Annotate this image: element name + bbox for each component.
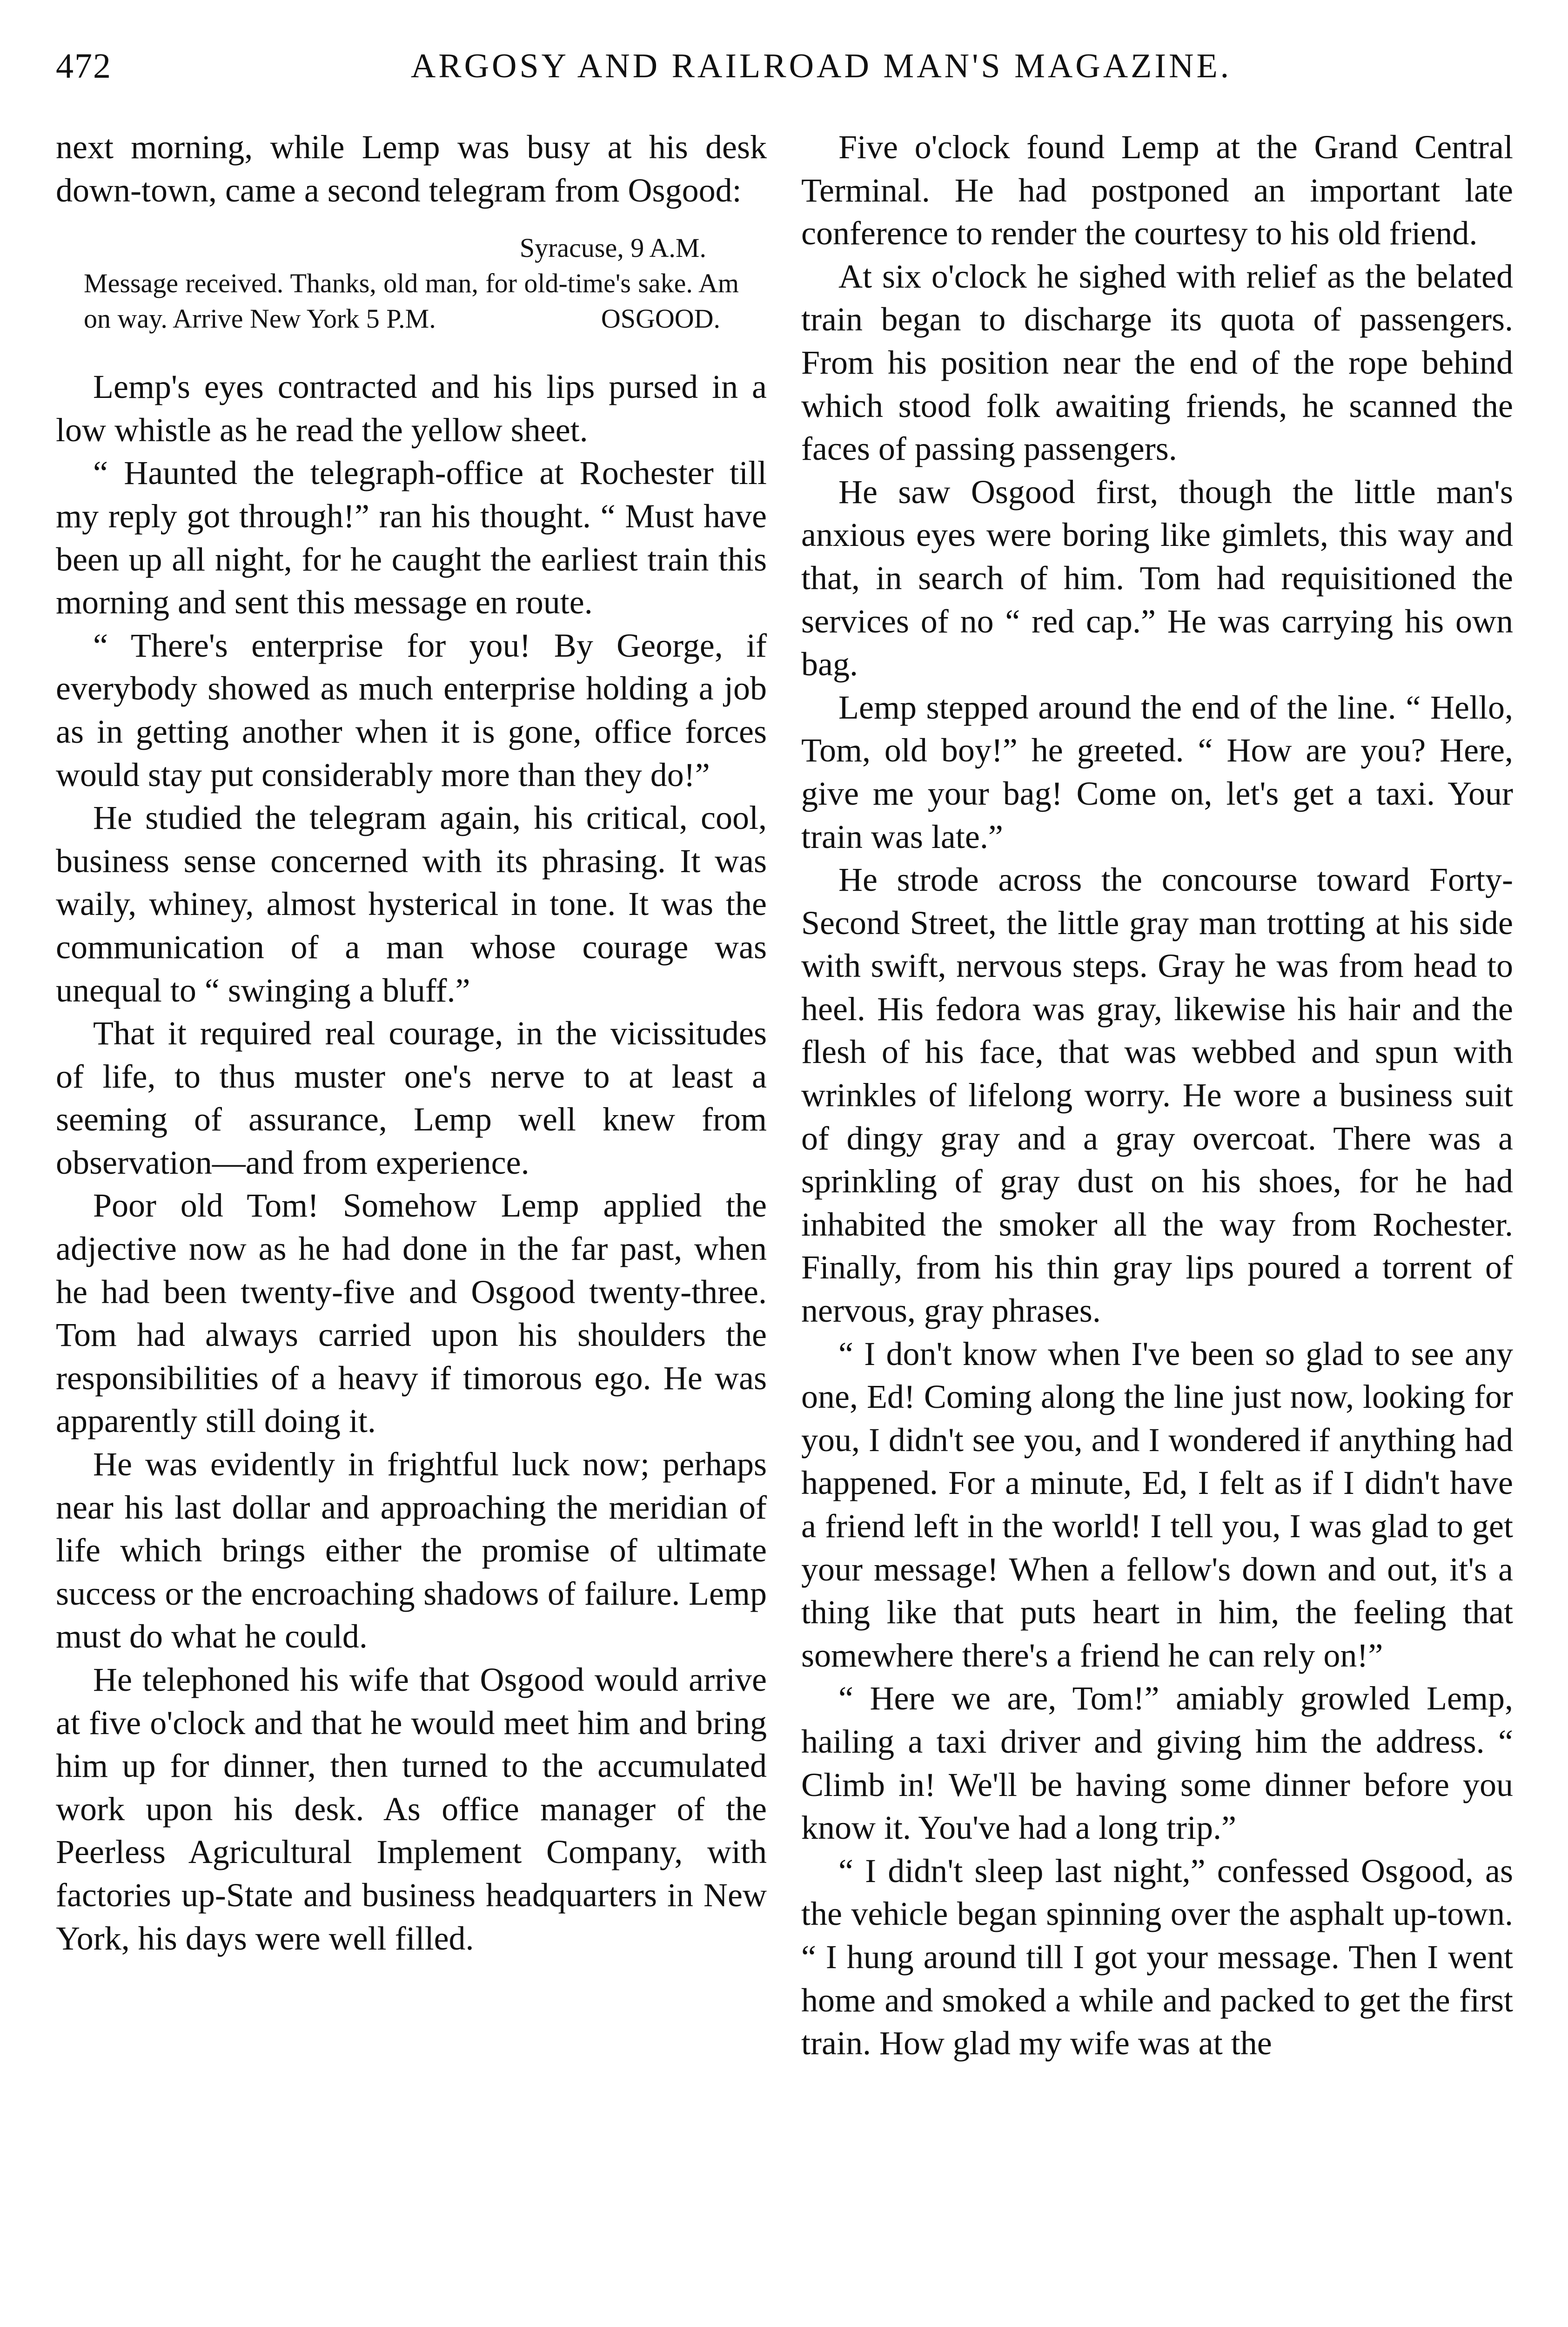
paragraph: Poor old Tom! Somehow Lemp applied the adjective now as he had done in the far past, when he had been twenty-five and Osgood twenty-three. Tom had always carried upon his shoulders the responsibilities of a heavy if timorous ego. He was apparently still doing it. xyxy=(56,1187,767,1440)
telegram-signature: OSGOOD. xyxy=(601,303,720,334)
telegram-block xyxy=(56,230,767,336)
paragraph: He studied the telegram again, his critical, cool, business sense concerned with its phrasing. It was waily, whiney, almost hysterical in tone. It was the communication of a man whose courage was unequal to “ swinging a bluff.” xyxy=(56,799,767,1009)
paragraph: At six o'clock he sighed with relief as the belated train began to discharge its quota of passengers. From his position near the end of the rope behind which stood folk awaiting friends, he scanned the faces of passing passengers. xyxy=(801,257,1513,468)
paragraph: “ I don't know when I've been so glad to see any one, Ed! Coming along the line just now, looking for you, I didn't see you, and I wondered if anything had happened. For a minute, Ed, I felt as if I didn't have a friend left in the world! I tell you, I was glad to get your message! When a fellow's down and out, it's a thing like that puts heart in him, the feeling that somewhere there's a friend he can rely on!” xyxy=(801,1335,1513,1674)
running-head-title: ARGOSY AND RAILROAD MAN'S MAGAZINE. xyxy=(410,47,1232,85)
telegram-body: Message received. Thanks, old man, for old-time's sake. Am on way. Arrive New York 5 P.M. xyxy=(84,268,739,334)
paragraph: He was evidently in frightful luck now; perhaps near his last dollar and approaching the meridian of life which brings either the promise of ultimate success or the encroaching shadows of failure. Lemp must do what he could. xyxy=(56,1446,767,1655)
page-header xyxy=(56,43,1512,94)
paragraph: “ There's enterprise for you! By George, if everybody showed as much enterprise holding a job as in getting another when it is gone, office forces would stay put considerably more than they do!” xyxy=(56,626,767,794)
left-column xyxy=(56,126,767,1960)
paragraph: He telephoned his wife that Osgood would arrive at five o'clock and that he would meet him and bring him up for dinner, then turned to the accumulated work upon his desk. As office manager of the Peerless Agricultural Implement Company, with factories up-State and business headquarters in New York, his days were well filled. xyxy=(56,1661,767,1957)
page-number: 472 xyxy=(56,47,112,86)
paragraph: Lemp's eyes contracted and his lips pursed in a low whistle as he read the yellow sheet. xyxy=(56,368,767,449)
paragraph: “ Here we are, Tom!” amiably growled Lemp, hailing a taxi driver and giving him the address. “ Climb in! We'll be having some dinner before you know it. You've had a long trip.” xyxy=(801,1680,1513,1847)
intro-paragraph: next morning, while Lemp was busy at his desk down-town, came a second telegram from Osgood: xyxy=(56,128,767,209)
paragraph: He strode across the concourse toward Forty-Second Street, the little gray man trotting at his side with swift, nervous steps. Gray he was from head to heel. His fedora was gray, likewise his hair and the flesh of his face, that was webbed and spun with wrinkles of lifelong worry. He wore a business suit of dingy gray and a gray overcoat. There was a sprinkling of gray dust on his shoes, for he had inhabited the smoker all the way from Rochester. Finally, from his thin gray lips poured a torrent of nervous, gray phrases. xyxy=(801,861,1513,1330)
paragraph: “ Haunted the telegraph-office at Rochester till my reply got through!” ran his thought. “ Must have been up all night, for he caught the earliest train this morning and sent this message en route. xyxy=(56,454,767,621)
right-column xyxy=(801,126,1513,2065)
paragraph: Five o'clock found Lemp at the Grand Central Terminal. He had postponed an important late conference to render the courtesy to his old friend. xyxy=(801,128,1513,252)
telegram-dateline: Syracuse, 9 A.M. xyxy=(519,233,706,263)
paragraph: “ I didn't sleep last night,” confessed Osgood, as the vehicle began spinning over the asphalt up-town. “ I hung around till I got your message. Then I went home and smoked a while and packed to get the first train. How glad my wife was at the xyxy=(801,1852,1513,2062)
paragraph: Lemp stepped around the end of the line. “ Hello, Tom, old boy!” he greeted. “ How are you? Here, give me your bag! Come on, let's get a taxi. Your train was late.” xyxy=(801,688,1513,855)
paragraph: That it required real courage, in the vicissitudes of life, to thus muster one's nerve to at least a seeming of assurance, Lemp well knew from observation—and from experience. xyxy=(56,1015,767,1181)
paragraph: He saw Osgood first, though the little man's anxious eyes were boring like gimlets, this way and that, in search of him. Tom had requisitioned the services of no “ red cap.” He was carrying his own bag. xyxy=(801,473,1513,683)
